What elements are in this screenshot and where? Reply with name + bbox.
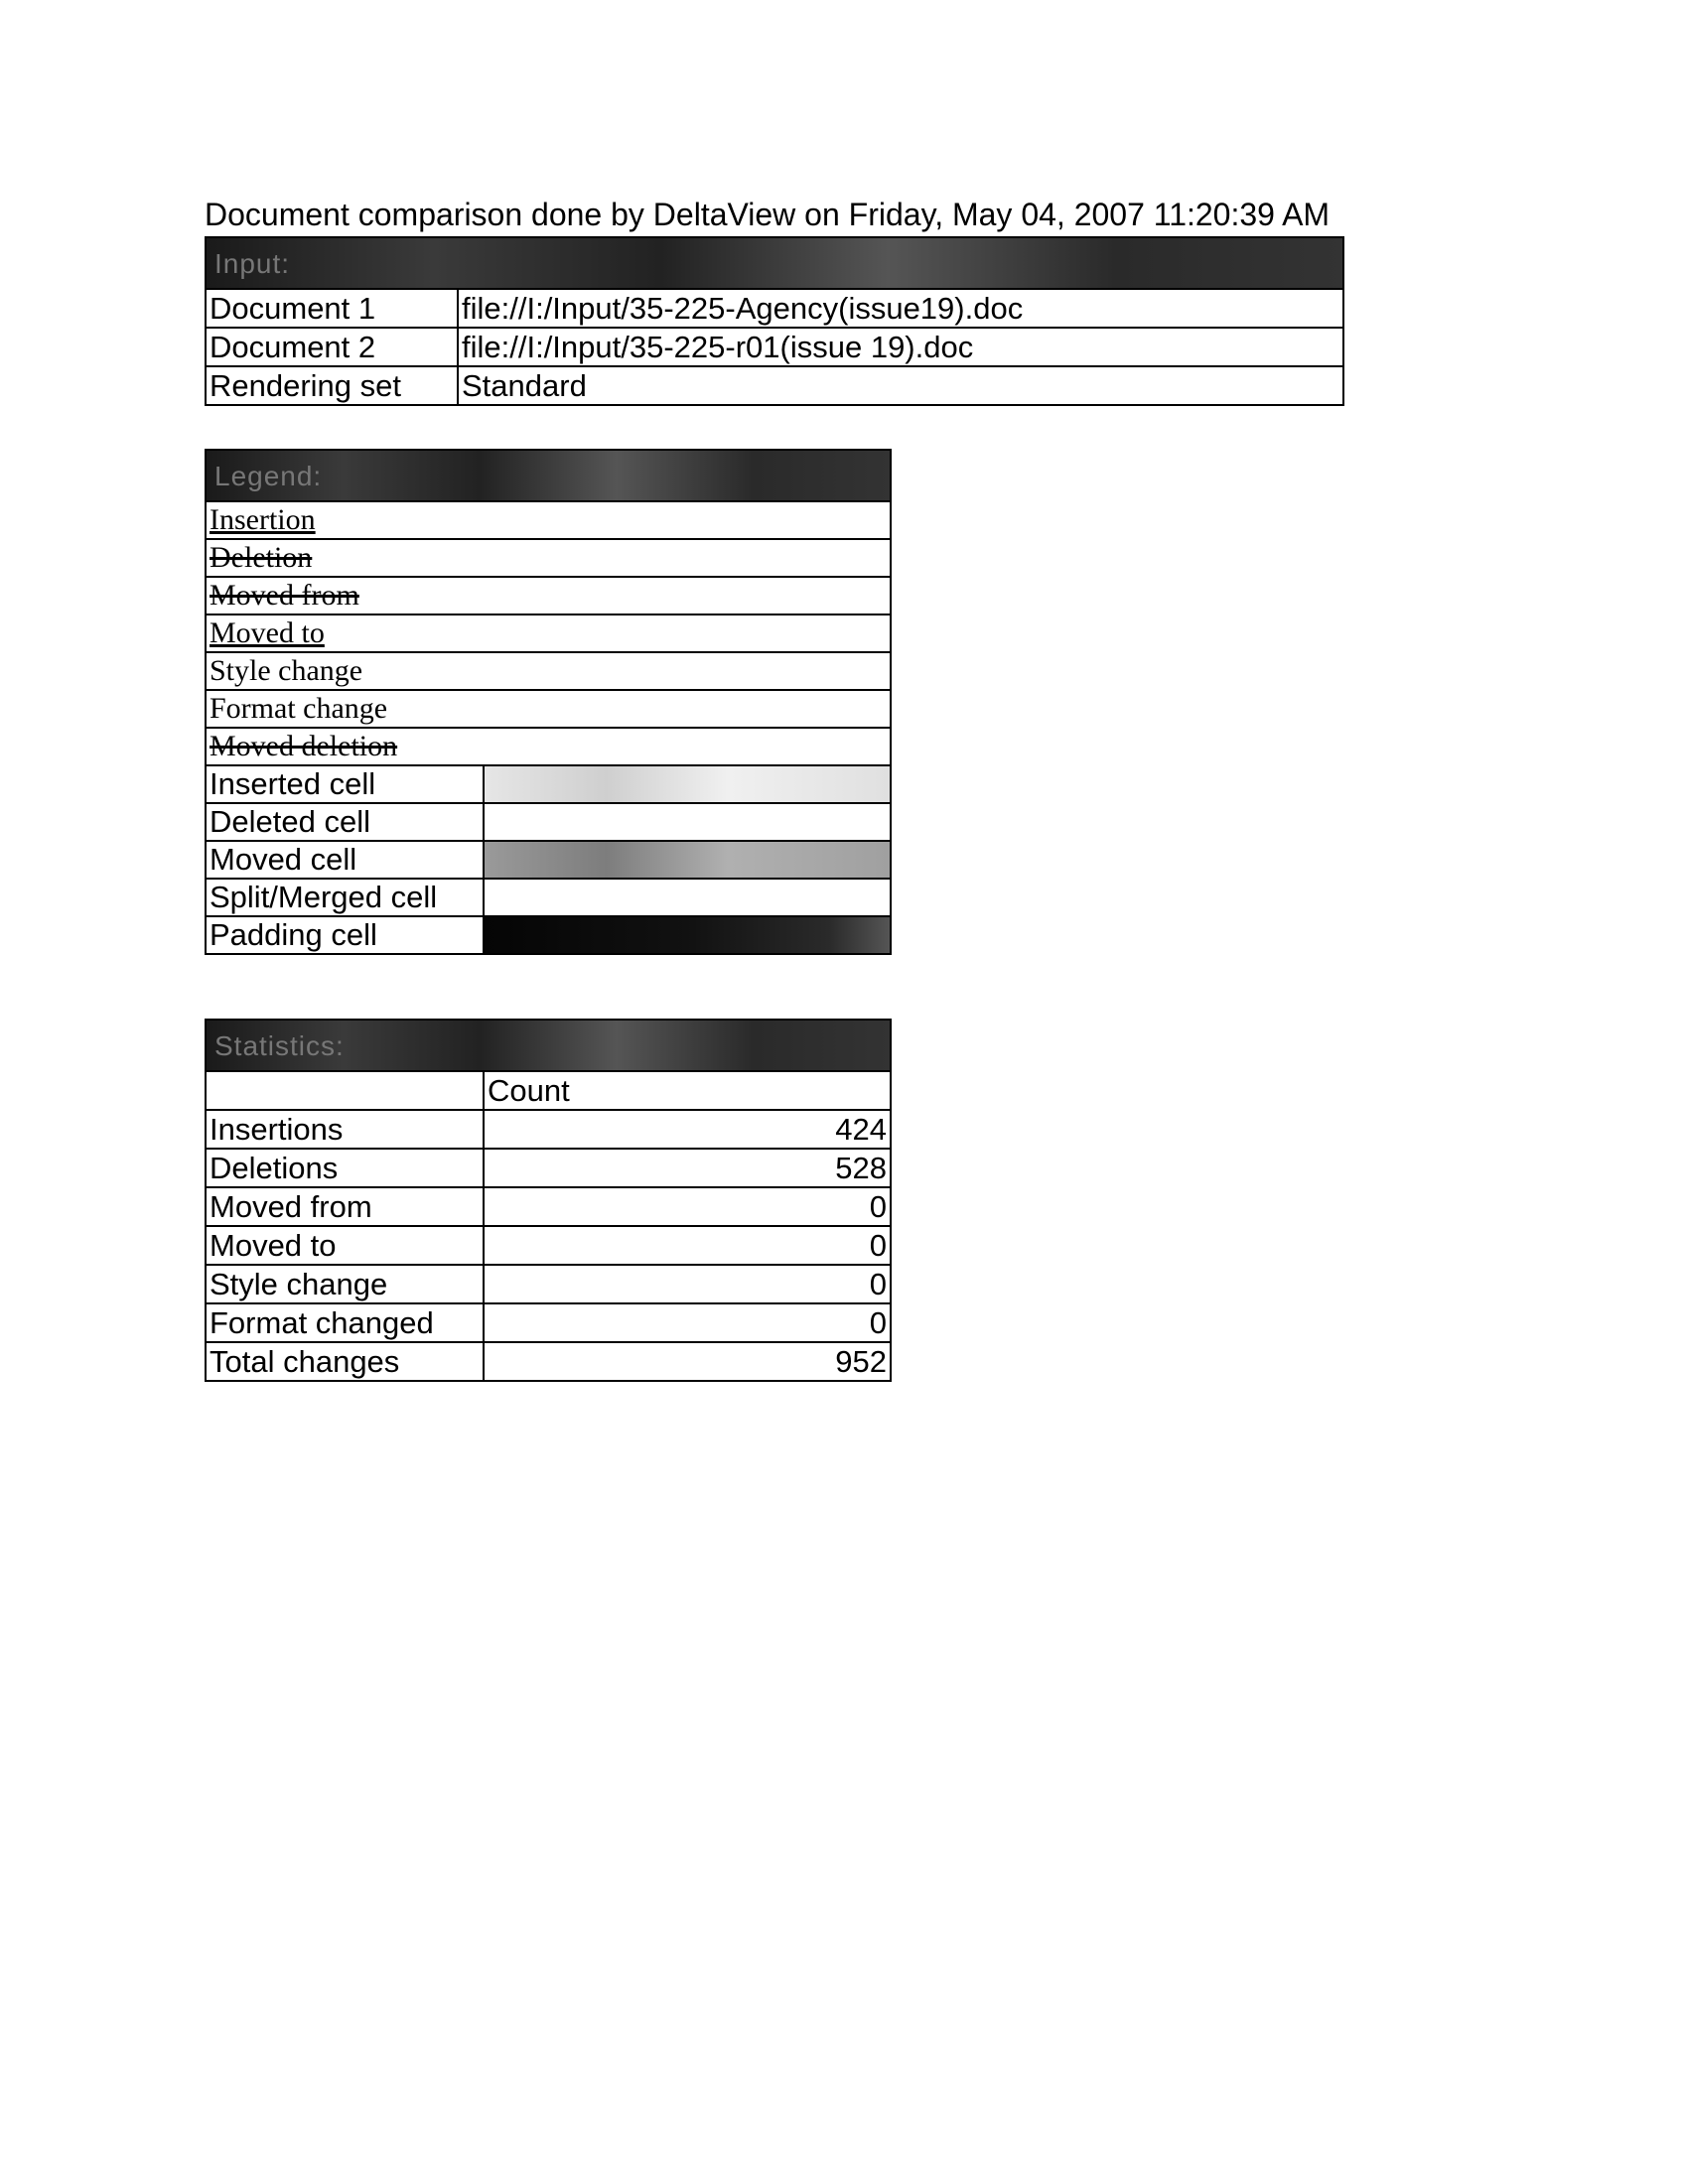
- legend-insertion: Insertion: [206, 501, 891, 539]
- legend-row: [206, 652, 891, 690]
- legend-moved-to: Moved to: [206, 614, 891, 652]
- table-row: [206, 1226, 891, 1265]
- moved-cell-swatch: [484, 841, 891, 879]
- input-table: [205, 236, 1344, 406]
- legend-padding-cell-label: Padding cell: [206, 916, 484, 954]
- legend-format-change: Format change: [206, 690, 891, 728]
- legend-split-merged-cell-label: Split/Merged cell: [206, 879, 484, 916]
- document-1-label: Document 1: [206, 289, 458, 328]
- padding-cell-swatch: [484, 916, 891, 954]
- total-changes-label: Total changes: [206, 1342, 484, 1381]
- rendering-set-value: Standard: [458, 366, 1343, 405]
- deletions-count: 528: [484, 1149, 891, 1187]
- legend-style-change: Style change: [206, 652, 891, 690]
- table-row: [206, 1265, 891, 1303]
- split-merged-cell-swatch: [484, 879, 891, 916]
- legend-deleted-cell-label: Deleted cell: [206, 803, 484, 841]
- table-row: [206, 1149, 891, 1187]
- format-changed-count: 0: [484, 1303, 891, 1342]
- insertions-count: 424: [484, 1110, 891, 1149]
- legend-header-row: [206, 450, 891, 501]
- legend-header: [206, 450, 891, 501]
- rendering-set-label: Rendering set: [206, 366, 458, 405]
- legend-row: [206, 879, 891, 916]
- moved-from-label: Moved from: [206, 1187, 484, 1226]
- legend-table: [205, 449, 892, 955]
- document-2-label: Document 2: [206, 328, 458, 366]
- input-header-row: [206, 237, 1343, 289]
- document-2-path: file://I:/Input/35-225-r01(issue 19).doc: [458, 328, 1343, 366]
- moved-to-label: Moved to: [206, 1226, 484, 1265]
- legend-row: [206, 577, 891, 614]
- deletions-label: Deletions: [206, 1149, 484, 1187]
- moved-to-count: 0: [484, 1226, 891, 1265]
- legend-row: [206, 539, 891, 577]
- legend-row: [206, 916, 891, 954]
- table-row: [206, 1187, 891, 1226]
- insertions-label: Insertions: [206, 1110, 484, 1149]
- table-row: [206, 1110, 891, 1149]
- table-row: [206, 289, 1343, 328]
- input-header-label: Input:: [214, 247, 291, 279]
- legend-row: [206, 501, 891, 539]
- table-row: [206, 366, 1343, 405]
- legend-deletion: Deletion: [206, 539, 891, 577]
- legend-inserted-cell-label: Inserted cell: [206, 765, 484, 803]
- document-1-path: file://I:/Input/35-225-Agency(issue19).doc: [458, 289, 1343, 328]
- legend-row: [206, 841, 891, 879]
- statistics-header-row: [206, 1020, 891, 1071]
- style-change-label: Style change: [206, 1265, 484, 1303]
- statistics-table: [205, 1019, 892, 1382]
- legend-moved-from: Moved from: [206, 577, 891, 614]
- table-row: [206, 1303, 891, 1342]
- format-changed-label: Format changed: [206, 1303, 484, 1342]
- count-column-header: Count: [484, 1071, 891, 1110]
- legend-moved-cell-label: Moved cell: [206, 841, 484, 879]
- empty-header-cell: [206, 1071, 484, 1110]
- statistics-column-header-row: [206, 1071, 891, 1110]
- legend-row: [206, 690, 891, 728]
- table-row: [206, 1342, 891, 1381]
- legend-row: [206, 728, 891, 765]
- moved-from-count: 0: [484, 1187, 891, 1226]
- statistics-header: [206, 1020, 891, 1071]
- page-title: Document comparison done by DeltaView on Friday, May 04, 2007 11:20:39 AM: [205, 197, 1331, 232]
- legend-row: [206, 765, 891, 803]
- legend-moved-deletion: Moved deletion: [206, 728, 891, 765]
- table-row: [206, 328, 1343, 366]
- legend-row: [206, 614, 891, 652]
- total-changes-count: 952: [484, 1342, 891, 1381]
- legend-row: [206, 803, 891, 841]
- deleted-cell-swatch: [484, 803, 891, 841]
- style-change-count: 0: [484, 1265, 891, 1303]
- inserted-cell-swatch: [484, 765, 891, 803]
- statistics-header-label: Statistics:: [214, 1029, 345, 1061]
- input-header: [206, 237, 1343, 289]
- legend-header-label: Legend:: [214, 460, 323, 491]
